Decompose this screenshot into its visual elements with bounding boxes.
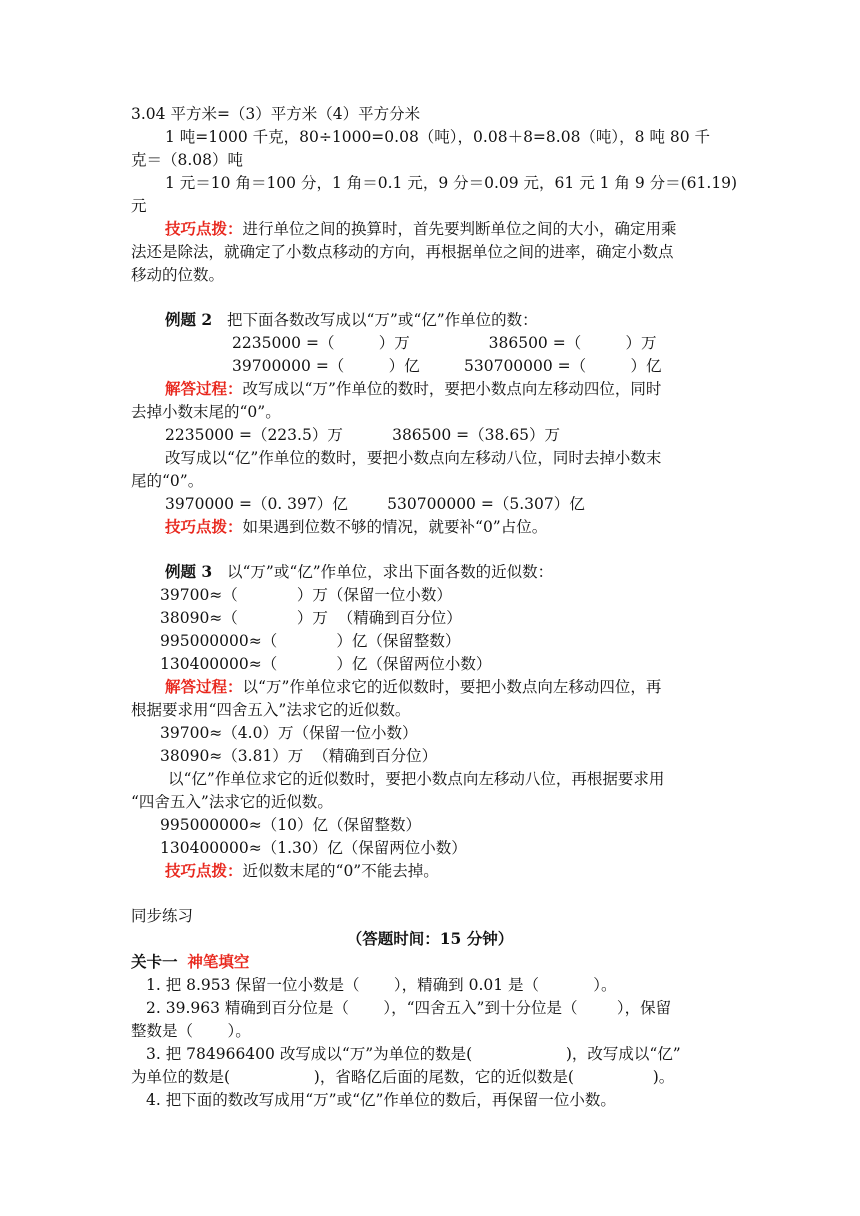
exercise-line: 1. 把 8.953 保留一位小数是（ ），精确到 0.01 是（ ）。 [146,976,617,994]
example-heading: 例题 3 以“万”或“亿”作单位，求出下面各数的近似数： [165,562,554,581]
text-line: 130400000≈（ ）亿（保留两位小数） [160,655,492,673]
text-line: 130400000≈（1.30）亿（保留两位小数） [160,839,467,857]
example-heading: 例题 2 把下面各数改写成以“万”或“亿”作单位的数： [165,310,538,329]
text-line: 3.04 平方米=（3）平方米（4）平方分米 [131,105,421,123]
text-line: “四舍五入”法求它的近似数。 [131,793,333,811]
exercise-line: 整数是（ ）。 [131,1022,251,1040]
text-line: 1 元＝10 角＝100 分，1 角＝0.1 元，9 分＝0.09 元，61 元 1 角 9 分＝(61.19) [165,174,738,192]
answer-time: （答题时间：15 分钟） [346,929,514,948]
text-line: 法还是除法，就确定了小数点移动的方向，再根据单位之间的进率，确定小数点 [131,243,674,261]
text-line: 39700000 =（ ）亿 530700000 =（ ）亿 [232,357,662,375]
exercise-line: 3. 把 784966400 改写成以“万”为单位的数是( )，改写成以“亿” [146,1045,681,1063]
text-line: 39700≈（4.0）万（保留一位小数） [160,724,418,742]
text-line: 38090≈（3.81）万 （精确到百分位） [160,747,438,765]
example-label: 例题 3 [165,562,213,581]
solution-label: 解答过程： [165,379,243,398]
text-line: 元 [131,197,147,215]
section-title: 同步练习 [131,907,194,925]
text-line: 39700≈（ ）万（保留一位小数） [160,586,452,604]
tip-label: 技巧点拨： [165,517,243,536]
tip-line: 技巧点拨：如果遇到位数不够的情况，就要补“0”占位。 [165,517,548,536]
solution-label: 解答过程： [165,677,243,696]
text-line: 克＝（8.08）吨 [131,151,244,169]
text-line: 3970000 =（0. 397）亿 530700000 =（5.307）亿 [165,495,585,513]
text-line: 995000000≈（ ）亿（保留整数） [160,632,461,650]
text-line: 尾的“0”。 [131,472,204,490]
text-line: 移动的位数。 [131,266,225,284]
text-line: 改写成以“亿”作单位的数时，要把小数点向左移动八位，同时去掉小数末 [165,449,662,467]
text-line: 以“亿”作单位求它的近似数时，要把小数点向左移动八位，再根据要求用 [168,770,665,788]
text-line: 2235000 =（ ）万 386500 =（ ）万 [232,334,657,352]
exercise-line: 为单位的数是( )，省略亿后面的尾数，它的近似数是( )。 [131,1068,675,1086]
tip-line: 技巧点拨：进行单位之间的换算时，首先要判断单位之间的大小，确定用乘 [165,219,677,238]
solution-line: 解答过程：改写成以“万”作单位的数时，要把小数点向左移动四位，同时 [165,379,662,398]
text-line: 去掉小数末尾的“0”。 [131,403,281,421]
text-line: 995000000≈（10）亿（保留整数） [160,816,421,834]
text-line: 38090≈（ ）万 （精确到百分位） [160,609,462,627]
tip-line: 技巧点拨：近似数末尾的“0”不能去掉。 [165,861,439,880]
solution-line: 解答过程：以“万”作单位求它的近似数时，要把小数点向左移动四位，再 [165,677,662,696]
level-heading [131,951,249,973]
text-line: 1 吨=1000 千克，80÷1000=0.08（吨），0.08＋8=8.08（吨），8 吨 80 千 [165,128,711,146]
exercise-line: 2. 39.963 精确到百分位是（ ），“四舍五入”到十分位是（ ），保留 [146,999,672,1017]
text-line: 根据要求用“四舍五入”法求它的近似数。 [131,701,411,719]
level-label: 关卡一 [131,952,178,971]
level-title: 神笔填空 [187,952,250,971]
text-line: 2235000 =（223.5）万 386500 =（38.65）万 [165,426,561,444]
tip-label: 技巧点拨： [165,219,243,238]
example-label: 例题 2 [165,310,213,329]
tip-label: 技巧点拨： [165,861,243,880]
exercise-line: 4. 把下面的数改写成用“万”或“亿”作单位的数后，再保留一位小数。 [146,1091,616,1109]
